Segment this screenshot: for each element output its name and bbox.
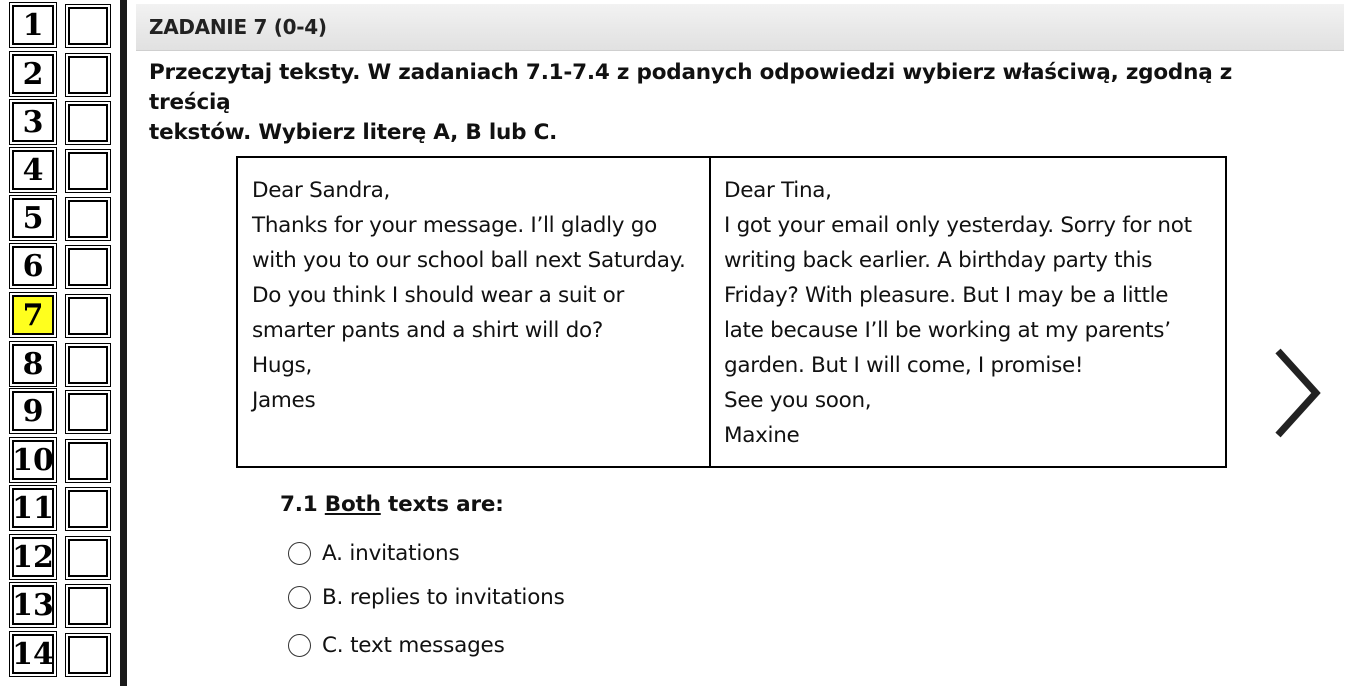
nav-row-12 xyxy=(12,537,112,581)
task-status-box-13 xyxy=(68,587,108,625)
question-emphasis: Both xyxy=(324,492,381,517)
nav-row-11 xyxy=(12,488,112,532)
instructions-line-1: Przeczytaj teksty. W zadaniach 7.1-7.4 z podanych odpowiedzi wybierz właściwą, zgodną z treścią xyxy=(149,60,1233,115)
question-number: 7.1 xyxy=(280,492,318,517)
task-number-8[interactable]: 8 xyxy=(12,344,54,384)
task-number-3[interactable]: 3 xyxy=(12,102,54,142)
task-status-box-14 xyxy=(68,636,108,674)
letter-line: writing back earlier. A birthday party this xyxy=(724,248,1153,273)
letter-line: Maxine xyxy=(724,423,800,448)
task-status-box-2 xyxy=(68,56,108,94)
letters-table xyxy=(236,156,1227,468)
radio-button-c[interactable] xyxy=(288,634,311,657)
nav-row-8 xyxy=(12,344,112,388)
letter-line: garden. But I will come, I promise! xyxy=(724,353,1084,378)
task-instructions xyxy=(149,58,1259,148)
task-number-13[interactable]: 13 xyxy=(12,585,54,625)
letter-line: smarter pants and a shirt will do? xyxy=(252,318,603,343)
letter-line: Dear Tina, xyxy=(724,178,832,203)
task-status-box-5 xyxy=(68,200,108,238)
task-status-box-12 xyxy=(68,539,108,577)
letter-line: late because I’ll be working at my parents’ xyxy=(724,318,1171,343)
next-task-button[interactable] xyxy=(1270,345,1326,441)
answer-label-c: C. text messages xyxy=(322,633,505,658)
letter-james xyxy=(238,158,711,466)
letter-line: Friday? With pleasure. But I may be a little xyxy=(724,283,1169,308)
question-7-1 xyxy=(280,492,504,517)
task-number-5[interactable]: 5 xyxy=(12,198,54,238)
nav-row-1 xyxy=(12,5,112,49)
task-status-box-7 xyxy=(68,297,108,335)
task-number-2[interactable]: 2 xyxy=(12,54,54,94)
task-status-box-4 xyxy=(68,152,108,190)
task-status-box-1 xyxy=(68,7,108,45)
nav-row-6 xyxy=(12,246,112,290)
task-number-9[interactable]: 9 xyxy=(12,391,54,431)
letter-line: Do you think I should wear a suit or xyxy=(252,283,624,308)
nav-row-13 xyxy=(12,585,112,629)
answer-label-a: A. invitations xyxy=(322,541,460,566)
task-status-box-9 xyxy=(68,393,108,431)
task-status-box-11 xyxy=(68,490,108,528)
task-number-14[interactable]: 14 xyxy=(12,634,54,674)
task-title: ZADANIE 7 (0-4) xyxy=(149,15,327,39)
task-number-11[interactable]: 11 xyxy=(12,488,54,528)
radio-button-a[interactable] xyxy=(288,542,311,565)
task-status-box-10 xyxy=(68,442,108,480)
chevron-right-icon xyxy=(1270,345,1326,441)
nav-row-10 xyxy=(12,440,112,484)
letter-line: Thanks for your message. I’ll gladly go xyxy=(252,213,657,238)
letter-line: Dear Sandra, xyxy=(252,178,390,203)
task-number-4[interactable]: 4 xyxy=(12,150,54,190)
nav-row-9 xyxy=(12,391,112,435)
task-number-6[interactable]: 6 xyxy=(12,246,54,286)
nav-row-14 xyxy=(12,634,112,678)
task-status-box-6 xyxy=(68,248,108,286)
task-number-7-active[interactable]: 7 xyxy=(12,295,54,335)
task-navigation xyxy=(0,0,120,686)
nav-row-3 xyxy=(12,102,112,146)
task-number-1[interactable]: 1 xyxy=(12,5,54,45)
nav-row-5 xyxy=(12,198,112,242)
task-status-box-8 xyxy=(68,346,108,384)
letter-line: See you soon, xyxy=(724,388,872,413)
letter-maxine xyxy=(711,158,1225,466)
letter-line: Hugs, xyxy=(252,353,312,378)
radio-button-b[interactable] xyxy=(288,586,311,609)
task-number-12[interactable]: 12 xyxy=(12,537,54,577)
task-status-box-3 xyxy=(68,104,108,142)
nav-row-4 xyxy=(12,150,112,194)
question-text: texts are: xyxy=(388,492,504,517)
letter-line: I got your email only yesterday. Sorry for not xyxy=(724,213,1192,238)
task-number-10[interactable]: 10 xyxy=(12,440,54,480)
rail-divider xyxy=(120,0,127,686)
answer-label-b: B. replies to invitations xyxy=(322,585,565,610)
letter-line: with you to our school ball next Saturday. xyxy=(252,248,686,273)
nav-row-2 xyxy=(12,54,112,98)
answer-option-c[interactable] xyxy=(288,633,505,658)
instructions-line-2: tekstów. Wybierz literę A, B lub C. xyxy=(149,120,558,145)
nav-row-7 xyxy=(12,295,112,339)
letter-line: James xyxy=(252,388,316,413)
answer-option-a[interactable] xyxy=(288,541,460,566)
answer-option-b[interactable] xyxy=(288,585,565,610)
task-header xyxy=(136,4,1344,51)
